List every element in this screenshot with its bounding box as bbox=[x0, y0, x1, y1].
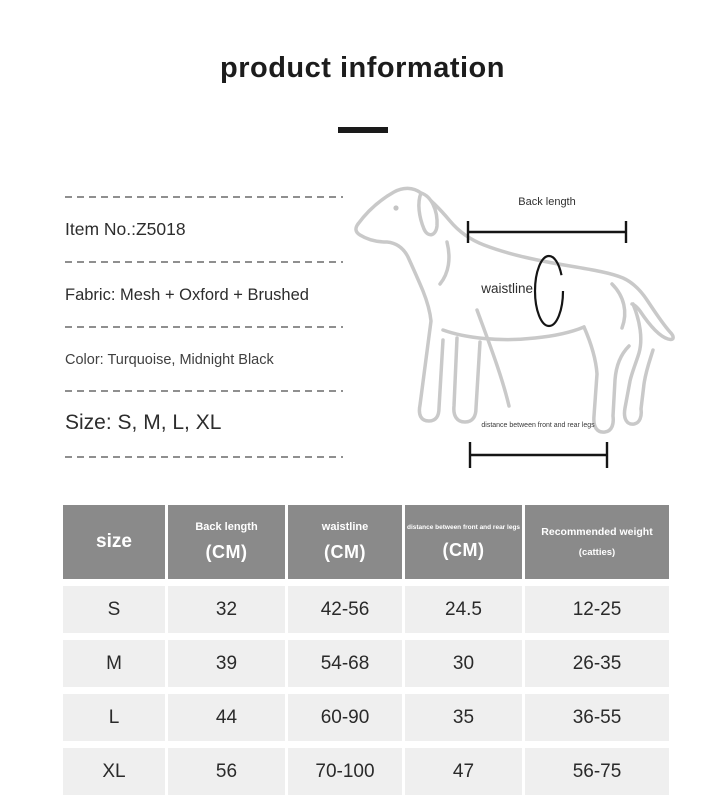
header-unit: (CM) bbox=[205, 542, 248, 562]
header-unit: (CM) bbox=[324, 542, 366, 562]
header-unit: (catties) bbox=[578, 547, 616, 558]
back-length-label: Back length bbox=[518, 196, 576, 208]
cell-waistline: 54-68 bbox=[288, 640, 402, 687]
size-text: Size: S, M, L, XL bbox=[65, 411, 222, 434]
dog-shoulder-line bbox=[440, 242, 449, 284]
cell-size: S bbox=[63, 586, 165, 633]
table-header-weight bbox=[525, 505, 669, 579]
header-label: distance between front and rear legs bbox=[406, 523, 521, 531]
cell-size: L bbox=[63, 694, 165, 741]
distance-label: distance between front and rear legs bbox=[481, 422, 595, 429]
dog-belly-line bbox=[443, 327, 584, 340]
header-label: Back length bbox=[195, 521, 258, 533]
header-label: Recommended weight bbox=[541, 526, 653, 538]
distance-measure-line bbox=[470, 442, 607, 468]
table-header-back-length bbox=[168, 505, 285, 579]
header-label: size bbox=[96, 531, 132, 552]
cell-size: M bbox=[63, 640, 165, 687]
cell-distance: 35 bbox=[405, 694, 522, 741]
cell-weight: 12-25 bbox=[525, 586, 669, 633]
cell-back-length: 44 bbox=[168, 694, 285, 741]
table-header-distance bbox=[405, 505, 522, 579]
divider-dashed bbox=[65, 261, 343, 263]
page-title: product information bbox=[220, 52, 505, 84]
dog-rear-leg bbox=[584, 327, 629, 432]
cell-weight: 26-35 bbox=[525, 640, 669, 687]
dog-elbow-line bbox=[477, 310, 509, 406]
header-label: waistline bbox=[321, 521, 369, 533]
item-number-text: Item No.:Z5018 bbox=[65, 219, 186, 239]
waistline-ellipse bbox=[535, 256, 563, 326]
cell-distance: 30 bbox=[405, 640, 522, 687]
dog-outline-front bbox=[356, 224, 443, 421]
dog-haunch-line bbox=[612, 284, 625, 328]
divider-dashed bbox=[65, 196, 343, 198]
table-header-size bbox=[63, 505, 165, 579]
cell-weight: 36-55 bbox=[525, 694, 669, 741]
cell-waistline: 42-56 bbox=[288, 586, 402, 633]
header-unit: (CM) bbox=[442, 539, 485, 560]
cell-waistline: 60-90 bbox=[288, 694, 402, 741]
cell-back-length: 32 bbox=[168, 586, 285, 633]
dog-eye bbox=[393, 205, 398, 210]
waistline-label: waistline bbox=[481, 281, 533, 296]
cell-weight: 56-75 bbox=[525, 748, 669, 795]
table-header-waistline bbox=[288, 505, 402, 579]
dog-ear bbox=[419, 193, 437, 235]
size-chart-table bbox=[63, 505, 669, 795]
cell-size: XL bbox=[63, 748, 165, 795]
cell-distance: 47 bbox=[405, 748, 522, 795]
cell-back-length: 39 bbox=[168, 640, 285, 687]
cell-back-length: 56 bbox=[168, 748, 285, 795]
color-text: Color: Turquoise, Midnight Black bbox=[65, 352, 274, 368]
cell-waistline: 70-100 bbox=[288, 748, 402, 795]
fabric-text: Fabric: Mesh + Oxford + Brushed bbox=[65, 286, 309, 304]
measurement-diagram bbox=[350, 180, 722, 470]
title-underline bbox=[338, 127, 388, 133]
cell-distance: 24.5 bbox=[405, 586, 522, 633]
divider-dashed bbox=[65, 390, 343, 392]
back-length-measure-line bbox=[468, 221, 626, 243]
divider-dashed bbox=[65, 456, 343, 458]
divider-dashed bbox=[65, 326, 343, 328]
dog-front-leg bbox=[454, 338, 480, 422]
